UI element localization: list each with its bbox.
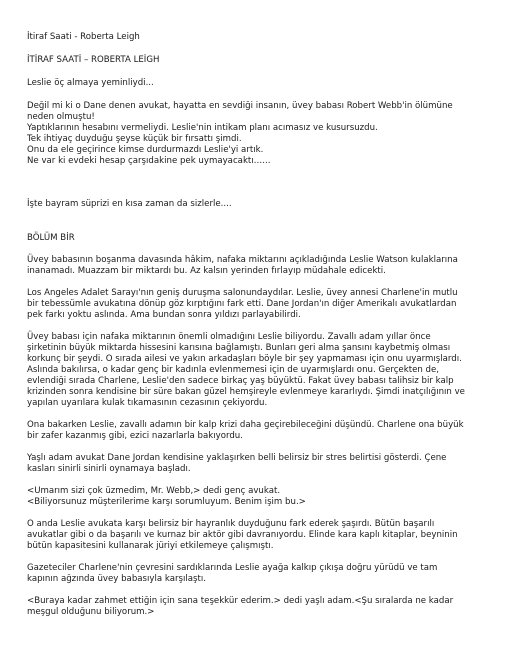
paragraph-line: Los Angeles Adalet Sarayı'nın geniş duruşma salonundaydılar. Leslie, üvey annesi Charlene'in mutlu [27,288,458,298]
paragraph-1 [27,255,505,277]
paragraph-line: bir zafer kazanmış gibi, ezici nazarlarla bakıyordu. [27,431,243,441]
tagline-line: Leslie öç almaya yeminliydi... [27,78,154,88]
paragraph-line: <Buraya kadar zahmet ettiğin için sana teşekkür ederim.> dedi yaşlı adam.<Şu sıralarda ne kadar [27,596,454,606]
paragraph-line: kapının ağzında üvey babasıyla karşılaştı. [27,574,206,584]
paragraph-2 [27,288,505,321]
paragraph-line: evlendiği sırada Charlene, Leslie'den sadece birkaç yaş büyüktü. Fakat üvey babası talihsiz bir kalp [27,376,454,386]
doc-title-line: İTİRAF SAATİ – ROBERTA LEİGH [27,55,160,65]
doc-tagline [27,78,505,89]
paragraph-line: krizinden sonra kendisine bir süre bakan güzel hemşireyle evlenmeye kararlıydı. Şimdi inatçılığının ve [27,387,465,397]
blurb-line: Tek ihtiyaç duyduğu şeyse küçük bir fırsattı şimdi. [27,134,242,144]
paragraph-line: O anda Leslie avukata karşı belirsiz bir hayranlık duyduğunu fark ederek şaşırdı. Bütün başarılı [27,519,435,529]
paragraph-line: inanamadı. Muazzam bir miktardı bu. Az kalsın yerinden fırlayıp müdahale edicekti. [27,266,386,276]
doc-title [27,55,505,66]
paragraph-4 [27,420,505,442]
blurb-line: Yaptıklarının hesabını vermeliydi. Leslie'nin intikam planı acımasız ve kusursuzdu. [27,123,378,133]
note-line: İşte bayram süprizi en kısa zaman da sizlerle.... [27,199,232,209]
paragraph-line: Ona bakarken Leslie, zavallı adamın bir kalp krizi daha geçirebileceğini düşündü. Charlene ona büyük [27,420,464,430]
chapter-heading-line: BÖLÜM BİR [27,233,75,243]
doc-header-line: İtiraf Saati - Roberta Leigh [27,32,140,42]
doc-note [27,199,505,210]
paragraph-line: pek farkı yoktu aslında. Ama bundan sonra yıldızı parlayabilirdi. [27,310,301,320]
paragraph-line: <Biliyorsunuz müşterilerime karşı sorumluyum. Benim işim bu.> [27,497,306,507]
paragraph-line: bir tebessümle avukatına dönüp göz kırptığını fark etti. Dane Jordan'ın diğer Amerikalı avukatlardan [27,299,457,309]
paragraph-3 [27,332,505,409]
paragraph-line: bütün kapasitesini kullanarak jüriyi etkilemeye çalışmıştı. [27,541,274,551]
doc-blurb [27,101,505,167]
paragraph-line: Gazeteciler Charlene'nin çevresini sardıklarında Leslie ayağa kalkıp çıkışa doğru yürüdü ve tam [27,563,438,573]
paragraph-6 [27,486,505,508]
blurb-line: Onu da ele geçirince kimse durdurmazdı Leslie'yi artık. [27,145,264,155]
paragraph-line: kasları sinirli sinirli oynamaya başladı. [27,464,191,474]
paragraph-line: meşgul olduğunu biliyorum.> [27,607,155,617]
paragraph-line: Yaşlı adam avukat Dane Jordan kendisine yaklaşırken belli belirsiz bir stres belirtisi gösterdi. Çene [27,453,447,463]
paragraph-9 [27,596,505,618]
paragraph-line: avukatlar gibi o da başarılı ve kurnaz bir aktör gibi davranıyordu. Elinde kara kaplı kitaplar, beyninin [27,530,458,540]
paragraph-line: yapılan uyarılara kulak tıkamasının cezasının çekiyordu. [27,398,268,408]
blurb-line: neden olmuştu! [27,112,95,122]
paragraph-line: Üvey babasının boşanma davasında hâkim, nafaka miktarını açıkladığında Leslie Watson kulaklarına [27,255,458,265]
paragraph-line: Üvey babası için nafaka miktarının önemli olmadığını Leslie biliyordu. Zavallı adam yıllar önce [27,332,431,342]
paragraph-line: Aslında bakılırsa, o kadar genç bir kadınla evlenmemesi için de uyarmışlardı onu. Gerçekten de, [27,365,440,375]
paragraph-line: şirketinin büyük miktarda hissesini karısına bağlamıştı. Bunları geri alma şansını kaybetmiş olması [27,343,451,353]
paragraph-line: <Umarım sizi çok üzmedim, Mr. Webb,> dedi genç avukat. [27,486,281,496]
blurb-line: Değil mi ki o Dane denen avukat, hayatta en sevdiği insanın, üvey babası Robert Webb'in ölümüne [27,101,453,111]
paragraph-5 [27,453,505,475]
paragraph-7 [27,519,505,552]
doc-header [27,32,505,43]
paragraph-line: korkunç bir şeydi. O sırada ailesi ve yakın arkadaşları böyle bir şey yapmaması için onu uyarmışlardı. [27,354,462,364]
chapter-heading [27,233,505,244]
blurb-line: Ne var ki evdeki hesap çarşıdakine pek uymayacaktı…... [27,156,271,166]
paragraph-8 [27,563,505,585]
